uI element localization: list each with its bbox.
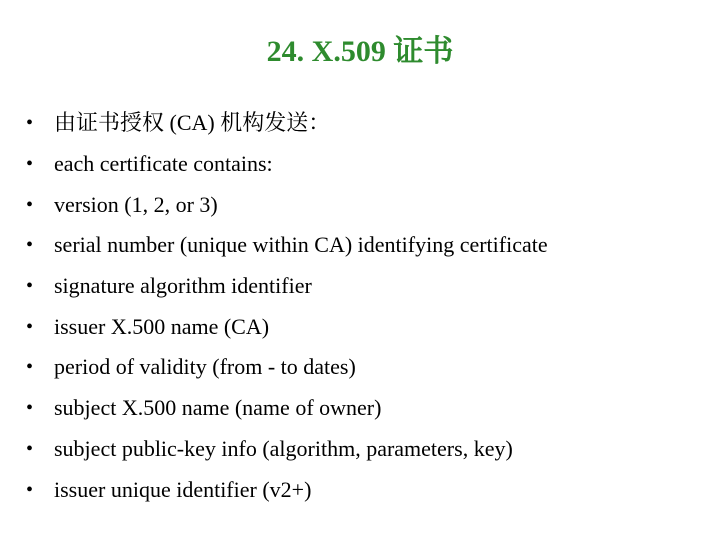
bullet-text: each certificate contains:	[54, 151, 273, 177]
bullet-item	[26, 144, 548, 185]
bullet-text: subject public-key info (algorithm, parameters, key)	[54, 435, 513, 461]
bullet-item	[26, 184, 548, 225]
bullet-text: 由证书授权 (CA) 机构发送：	[54, 110, 331, 136]
bullet-item	[26, 103, 548, 144]
bullet-dot-icon: •	[26, 478, 34, 501]
bullet-dot-icon: •	[26, 437, 34, 460]
bullet-text: issuer X.500 name (CA)	[54, 313, 270, 339]
bullet-dot-icon: •	[26, 234, 34, 257]
bullet-dot-icon: •	[26, 153, 34, 176]
bullet-item	[26, 225, 548, 266]
bullet-item	[26, 347, 548, 388]
bullet-text: version (1, 2, or 3)	[54, 191, 218, 217]
bullet-dot-icon: •	[26, 275, 34, 298]
bullet-list	[26, 103, 548, 510]
bullet-dot-icon: •	[26, 315, 34, 338]
bullet-dot-icon: •	[26, 193, 34, 216]
bullet-text: signature algorithm identifier	[54, 273, 312, 299]
bullet-text: period of validity (from - to dates)	[54, 354, 356, 380]
bullet-item	[26, 469, 548, 510]
bullet-item	[26, 429, 548, 470]
bullet-dot-icon: •	[26, 112, 34, 135]
bullet-text: subject X.500 name (name of owner)	[54, 395, 382, 421]
bullet-item	[26, 266, 548, 307]
bullet-item	[26, 388, 548, 429]
bullet-dot-icon: •	[26, 397, 34, 420]
bullet-text: serial number (unique within CA) identifying certificate	[54, 232, 548, 258]
bullet-item	[26, 306, 548, 347]
bullet-dot-icon: •	[26, 356, 34, 379]
slide-title: 24. X.509 证书	[266, 35, 454, 68]
bullet-text: issuer unique identifier (v2+)	[54, 476, 312, 502]
